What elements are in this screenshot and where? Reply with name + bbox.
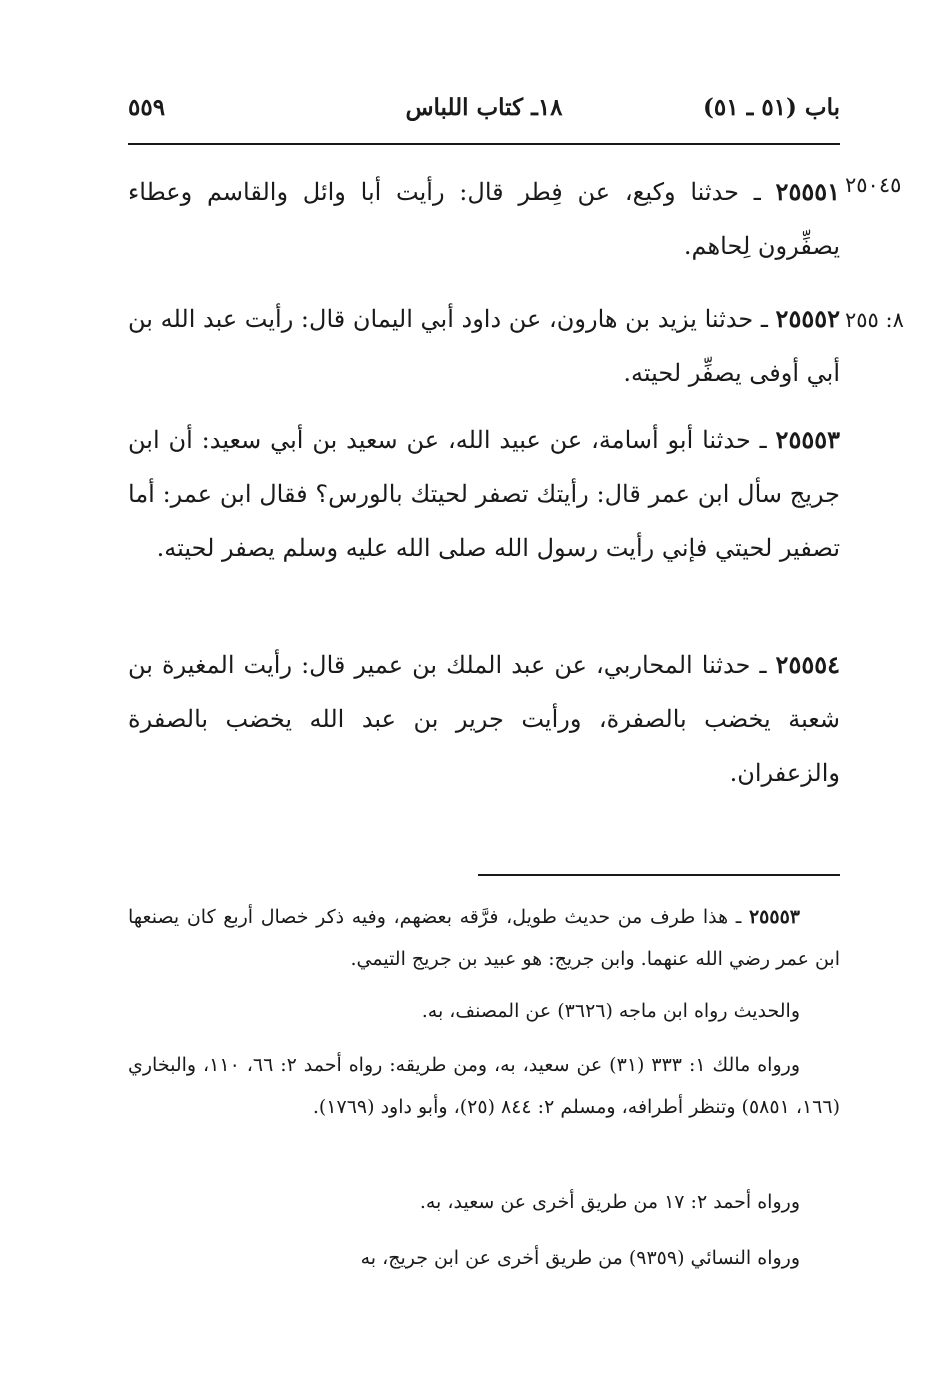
page-number: ٥٥٩ — [128, 94, 166, 121]
hadith-number: ٢٥٥٥٤ — [775, 650, 840, 679]
footnote-paragraph — [128, 896, 840, 980]
section-title: باب (٥١ ـ ٥١) — [702, 94, 840, 121]
hadith-text: ـ حدثنا يزيد بن هارون، عن داود أبي اليمان قال: رأيت عبد الله بن أبي أوفى يصفِّر لحيته. — [128, 305, 840, 387]
footnote-number: ٢٥٥٥٣ — [748, 906, 800, 928]
footnote-paragraph: ورواه أحمد ٢: ١٧ من طريق أخرى عن سعيد، به. — [419, 1191, 800, 1213]
hadith-number: ٢٥٥٥٢ — [775, 304, 840, 333]
hadith-paragraph — [128, 292, 840, 400]
margin-reference: ٢٥٠٤٥ — [845, 173, 902, 197]
hadith-number: ٢٥٥٥٣ — [775, 425, 840, 454]
book-title: ١٨ـ كتاب اللباس — [405, 94, 563, 121]
margin-reference: ٨: ٢٥٥ — [845, 308, 904, 332]
footnote-paragraph: ورواه النسائي (٩٣٥٩) من طريق أخرى عن ابن جريج، به — [360, 1247, 800, 1269]
footnote-text: ـ هذا طرف من حديث طويل، فرَّقه بعضهم، وفيه ذكر خصال أربع كان يصنعها ابن عمر رضي الله عنهما. وابن جريج: هو عبيد بن جريج التيمي. — [128, 906, 840, 970]
footnote-paragraph: والحديث رواه ابن ماجه (٣٦٢٦) عن المصنف، به. — [421, 1000, 800, 1022]
hadith-text: ـ حدثنا أبو أسامة، عن عبيد الله، عن سعيد بن أبي سعيد: أن ابن جريج سأل ابن عمر قال: رأيتك تصفر لحيتك بالورس؟ فقال ابن عمر: أما تصفير لحيتي فإني رأيت رسول الله صلى الله عليه وسلم يصفر لحيته. — [128, 426, 840, 562]
hadith-number: ٢٥٥٥١ — [775, 177, 840, 206]
page-header — [128, 88, 840, 134]
header-divider — [128, 143, 840, 145]
footnote-divider — [478, 874, 840, 876]
hadith-paragraph — [128, 165, 840, 273]
hadith-paragraph — [128, 413, 840, 575]
hadith-paragraph — [128, 638, 840, 800]
hadith-text: ـ حدثنا المحاربي، عن عبد الملك بن عمير قال: رأيت المغيرة بن شعبة يخضب بالصفرة، ورأيت جرير بن عبد الله يخضب بالصفرة والزعفران. — [128, 651, 840, 787]
footnote-paragraph: ورواه مالك ١: ٣٣٣ (٣١) عن سعيد، به، ومن طريقه: رواه أحمد ٢: ٦٦، ١١٠، والبخاري (١٦٦، ٥٨٥١) وتنظر أطرافه، ومسلم ٢: ٨٤٤ (٢٥)، وأبو داود (١٧٦٩). — [128, 1054, 840, 1118]
hadith-text: ـ حدثنا وكيع، عن فِطر قال: رأيت أبا وائل والقاسم وعطاء يصفِّرون لِحاهم. — [128, 178, 840, 260]
